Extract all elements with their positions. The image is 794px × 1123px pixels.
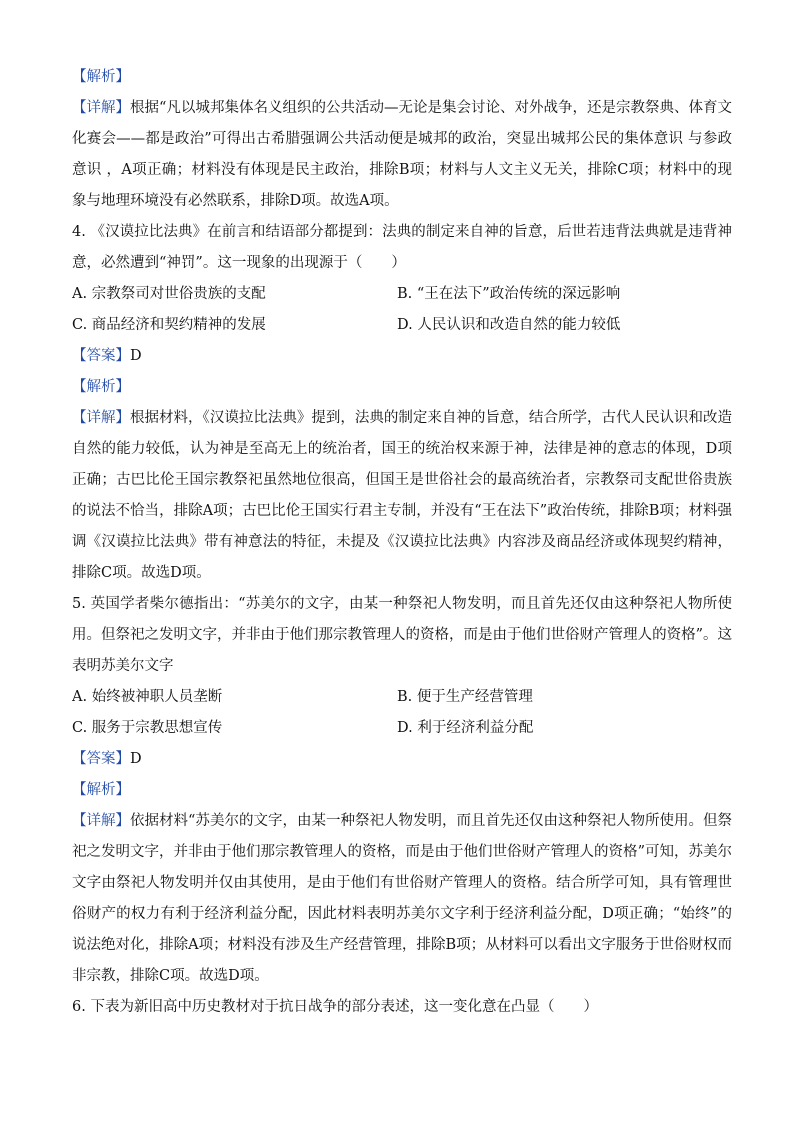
detail-mark: 【详解】: [72, 100, 131, 116]
q5-detail-paragraph: [72, 806, 732, 992]
q5-option-c: C. 服务于宗教思想宣传: [72, 720, 223, 736]
analysis-mark: 【解析】: [72, 782, 130, 798]
q4-detail-paragraph: [72, 403, 732, 589]
q4-analysis-heading: [72, 372, 732, 403]
q5-answer: D: [130, 751, 142, 767]
q5-option-d: D. 利于经济利益分配: [397, 720, 534, 736]
q4-answer: D: [130, 348, 142, 364]
q6-stem: 6. 下表为新旧高中历史教材对于抗日战争的部分表述，这一变化意在凸显（ ）: [72, 999, 598, 1015]
q4-options: [72, 279, 732, 341]
q5-analysis-heading: [72, 775, 732, 806]
q3-analysis-heading: [72, 62, 732, 93]
analysis-mark: 【解析】: [72, 379, 130, 395]
answer-mark: 【答案】: [72, 348, 130, 364]
q3-detail-paragraph: [72, 93, 732, 217]
q4-option-d: D. 人民认识和改造自然的能力较低: [397, 317, 621, 333]
q4-stem: 4. 《汉谟拉比法典》在前言和结语部分都提到：法典的制定来自神的旨意，后世若违背法典就是违背神意，必然遭到“神罚”。这一现象的出现源于（ ）: [72, 224, 732, 271]
q5-options: [72, 682, 732, 744]
answer-mark: 【答案】: [72, 751, 130, 767]
q5-answer-line: [72, 744, 732, 775]
analysis-mark: 【解析】: [72, 69, 130, 85]
q5-option-b: B. 便于生产经营管理: [397, 689, 533, 705]
q4-option-a: A. 宗教祭司对世俗贵族的支配: [72, 286, 266, 302]
q4-detail-text: 根据材料，《汉谟拉比法典》提到，法典的制定来自神的旨意，结合所学，古代人民认识和改造自然的能力较低，认为神是至高无上的统治者，国王的统治权来源于神，法律是神的意志的体现，D项正确；古巴比伦王国宗教祭祀虽然地位很高，但国王是世俗社会的最高统治者，宗教祭司支配世俗贵族的说法不恰当，排除A项；古巴比伦王国实行君主专制，并没有“王在法下”政治传统，排除B项；材料强调《汉谟拉比法典》带有神意法的特征，未提及《汉谟拉比法典》内容涉及商品经济或体现契约精神，排除C项。故选D项。: [72, 410, 733, 581]
q4-option-b: B. “王在法下”政治传统的深远影响: [397, 286, 621, 302]
q5-detail-text: 依据材料“苏美尔的文字，由某一种祭祀人物发明，而且首先还仅由这种祭祀人物所使用。但祭祀之发明文字，并非由于他们那宗教管理人的资格，而是由于他们世俗财产管理人的资格”可知，苏美尔文字由祭祀人物发明并仅由其使用，是由于他们有世俗财产管理人的资格。结合所学可知，具有管理世俗财产的权力有利于经济利益分配，因此材料表明苏美尔文字利于经济利益分配，D项正确；“始终”的说法绝对化，排除A项；材料没有涉及生产经营管理，排除B项；从材料可以看出文字服务于世俗财权而非宗教，排除C项。故选D项。: [72, 813, 732, 984]
detail-mark: 【详解】: [72, 410, 131, 426]
q3-detail-text: 根据“凡以城邦集体名义组织的公共活动—无论是集会讨论、对外战争，还是宗教祭典、体育文化赛会——都是政治”可得出古希腊强调公共活动便是城邦的政治，突显出城邦公民的集体意识 与参政意识 ，A项正确；材料没有体现是民主政治，排除B项；材料与人文主义无关，排除C项；材料中的现象与地理环境没有必然联系，排除D项。故选A项。: [72, 100, 732, 209]
detail-mark: 【详解】: [72, 813, 131, 829]
q5-option-a: A. 始终被神职人员垄断: [72, 689, 223, 705]
q4-option-c: C. 商品经济和契约精神的发展: [72, 317, 266, 333]
q5-stem: 5. 英国学者柴尔德指出：“苏美尔的文字，由某一种祭祀人物发明，而且首先还仅由这种祭祀人物所使用。但祭祀之发明文字，并非由于他们那宗教管理人的资格，而是由于他们世俗财产管理人的资格”。这表明苏美尔文字: [72, 596, 732, 674]
q4-answer-line: [72, 341, 732, 372]
document-body: [72, 62, 732, 1023]
